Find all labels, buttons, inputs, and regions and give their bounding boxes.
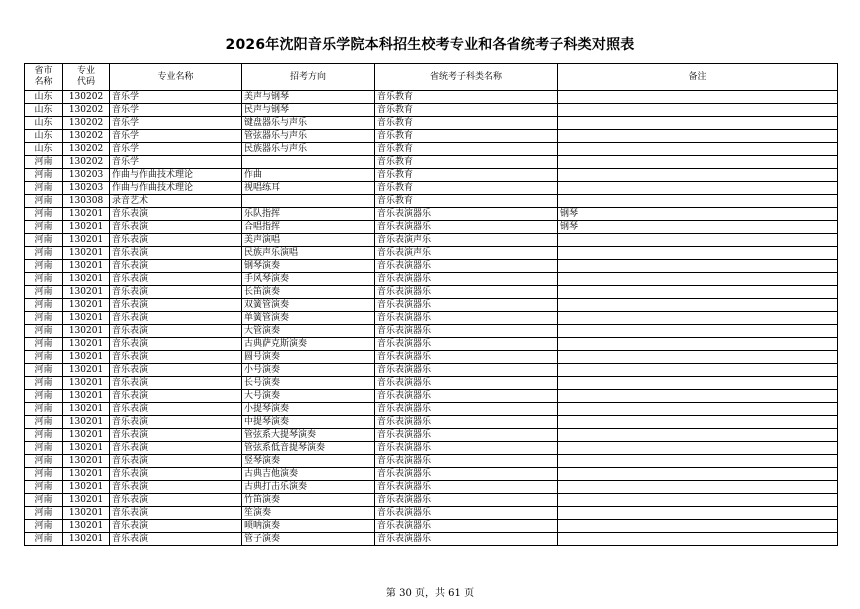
major-category-table <box>24 63 838 546</box>
category-cell: 音乐表演器乐 <box>375 325 558 338</box>
major-cell: 音乐表演 <box>110 377 242 390</box>
major-cell: 音乐学 <box>110 104 242 117</box>
direction-cell: 大号演奏 <box>242 390 375 403</box>
province-cell: 河南 <box>25 416 63 429</box>
table-row <box>25 234 838 247</box>
note-cell <box>558 143 838 156</box>
province-cell: 山东 <box>25 91 63 104</box>
province-cell: 河南 <box>25 195 63 208</box>
category-cell: 音乐表演器乐 <box>375 494 558 507</box>
table-row <box>25 130 838 143</box>
table-row <box>25 364 838 377</box>
table-row <box>25 533 838 546</box>
code-cell: 130203 <box>63 169 110 182</box>
header-major: 专业名称 <box>110 64 242 91</box>
table-body <box>25 91 838 546</box>
table-row <box>25 247 838 260</box>
table-row <box>25 182 838 195</box>
major-cell: 音乐表演 <box>110 221 242 234</box>
major-cell: 录音艺术 <box>110 195 242 208</box>
province-cell: 河南 <box>25 364 63 377</box>
note-cell <box>558 260 838 273</box>
code-cell: 130202 <box>63 143 110 156</box>
category-cell: 音乐表演器乐 <box>375 507 558 520</box>
category-cell: 音乐表演器乐 <box>375 299 558 312</box>
major-cell: 音乐表演 <box>110 273 242 286</box>
note-cell <box>558 91 838 104</box>
note-cell <box>558 286 838 299</box>
direction-cell <box>242 195 375 208</box>
major-cell: 音乐表演 <box>110 442 242 455</box>
province-cell: 山东 <box>25 143 63 156</box>
note-cell <box>558 182 838 195</box>
note-cell <box>558 247 838 260</box>
category-cell: 音乐表演器乐 <box>375 403 558 416</box>
province-cell: 河南 <box>25 442 63 455</box>
direction-cell: 视唱练耳 <box>242 182 375 195</box>
code-cell: 130201 <box>63 247 110 260</box>
table-row <box>25 299 838 312</box>
province-cell: 河南 <box>25 312 63 325</box>
direction-cell: 乐队指挥 <box>242 208 375 221</box>
direction-cell: 小号演奏 <box>242 364 375 377</box>
code-cell: 130201 <box>63 533 110 546</box>
direction-cell: 竹笛演奏 <box>242 494 375 507</box>
note-cell: 钢琴 <box>558 221 838 234</box>
note-cell <box>558 312 838 325</box>
category-cell: 音乐表演器乐 <box>375 286 558 299</box>
category-cell: 音乐表演器乐 <box>375 455 558 468</box>
table-row <box>25 117 838 130</box>
header-note: 备注 <box>558 64 838 91</box>
table-row <box>25 195 838 208</box>
code-cell: 130201 <box>63 312 110 325</box>
province-cell: 河南 <box>25 182 63 195</box>
code-cell: 130201 <box>63 208 110 221</box>
table-row <box>25 273 838 286</box>
province-cell: 河南 <box>25 273 63 286</box>
major-cell: 音乐表演 <box>110 351 242 364</box>
category-cell: 音乐教育 <box>375 195 558 208</box>
note-cell <box>558 429 838 442</box>
code-cell: 130203 <box>63 182 110 195</box>
table-row <box>25 208 838 221</box>
note-cell <box>558 377 838 390</box>
province-cell: 河南 <box>25 520 63 533</box>
code-cell: 130201 <box>63 377 110 390</box>
direction-cell: 长笛演奏 <box>242 286 375 299</box>
major-cell: 音乐表演 <box>110 533 242 546</box>
major-cell: 音乐表演 <box>110 429 242 442</box>
table-row <box>25 416 838 429</box>
note-cell <box>558 351 838 364</box>
note-cell <box>558 455 838 468</box>
direction-cell: 古典吉他演奏 <box>242 468 375 481</box>
direction-cell <box>242 156 375 169</box>
major-cell: 作曲与作曲技术理论 <box>110 169 242 182</box>
category-cell: 音乐教育 <box>375 117 558 130</box>
note-cell <box>558 442 838 455</box>
category-cell: 音乐教育 <box>375 130 558 143</box>
major-cell: 音乐学 <box>110 156 242 169</box>
code-cell: 130201 <box>63 403 110 416</box>
table-row <box>25 390 838 403</box>
major-cell: 音乐表演 <box>110 286 242 299</box>
direction-cell: 管弦系大提琴演奏 <box>242 429 375 442</box>
province-cell: 河南 <box>25 481 63 494</box>
province-cell: 河南 <box>25 221 63 234</box>
direction-cell: 大管演奏 <box>242 325 375 338</box>
direction-cell: 长号演奏 <box>242 377 375 390</box>
province-cell: 河南 <box>25 429 63 442</box>
note-cell <box>558 273 838 286</box>
category-cell: 音乐表演器乐 <box>375 377 558 390</box>
category-cell: 音乐表演器乐 <box>375 273 558 286</box>
category-cell: 音乐教育 <box>375 104 558 117</box>
direction-cell: 单簧管演奏 <box>242 312 375 325</box>
category-cell: 音乐教育 <box>375 91 558 104</box>
direction-cell: 民声与钢琴 <box>242 104 375 117</box>
note-cell <box>558 299 838 312</box>
header-province: 省市 名称 <box>25 64 63 91</box>
province-cell: 河南 <box>25 234 63 247</box>
code-cell: 130201 <box>63 286 110 299</box>
code-cell: 130201 <box>63 299 110 312</box>
direction-cell: 管弦器乐与声乐 <box>242 130 375 143</box>
province-cell: 河南 <box>25 351 63 364</box>
table-row <box>25 338 838 351</box>
note-cell <box>558 468 838 481</box>
major-cell: 音乐表演 <box>110 390 242 403</box>
direction-cell: 钢琴演奏 <box>242 260 375 273</box>
direction-cell: 美声演唱 <box>242 234 375 247</box>
note-cell <box>558 338 838 351</box>
code-cell: 130201 <box>63 234 110 247</box>
direction-cell: 键盘器乐与声乐 <box>242 117 375 130</box>
table-row <box>25 286 838 299</box>
code-cell: 130201 <box>63 351 110 364</box>
major-cell: 音乐表演 <box>110 325 242 338</box>
category-cell: 音乐表演器乐 <box>375 221 558 234</box>
note-cell <box>558 520 838 533</box>
code-cell: 130201 <box>63 390 110 403</box>
major-cell: 音乐表演 <box>110 520 242 533</box>
province-cell: 河南 <box>25 507 63 520</box>
province-cell: 河南 <box>25 247 63 260</box>
table-row <box>25 403 838 416</box>
code-cell: 130308 <box>63 195 110 208</box>
category-cell: 音乐表演声乐 <box>375 247 558 260</box>
code-cell: 130201 <box>63 325 110 338</box>
note-cell <box>558 234 838 247</box>
category-cell: 音乐表演器乐 <box>375 312 558 325</box>
note-cell <box>558 403 838 416</box>
table-row <box>25 468 838 481</box>
code-cell: 130201 <box>63 429 110 442</box>
code-cell: 130201 <box>63 364 110 377</box>
direction-cell: 圆号演奏 <box>242 351 375 364</box>
page-number: 第 30 页，共 61 页 <box>385 588 475 599</box>
major-cell: 音乐表演 <box>110 338 242 351</box>
province-cell: 山东 <box>25 117 63 130</box>
category-cell: 音乐表演器乐 <box>375 468 558 481</box>
table-row <box>25 104 838 117</box>
category-cell: 音乐表演声乐 <box>375 234 558 247</box>
table-row <box>25 481 838 494</box>
direction-cell: 手风琴演奏 <box>242 273 375 286</box>
category-cell: 音乐表演器乐 <box>375 364 558 377</box>
code-cell: 130201 <box>63 455 110 468</box>
province-cell: 河南 <box>25 286 63 299</box>
document-title: 2026年沈阳音乐学院本科招生校考专业和各省统考子科类对照表 <box>225 37 635 53</box>
category-cell: 音乐表演器乐 <box>375 208 558 221</box>
table-row <box>25 507 838 520</box>
table-row <box>25 455 838 468</box>
province-cell: 河南 <box>25 325 63 338</box>
province-cell: 河南 <box>25 169 63 182</box>
category-cell: 音乐教育 <box>375 169 558 182</box>
major-cell: 音乐表演 <box>110 260 242 273</box>
category-cell: 音乐教育 <box>375 182 558 195</box>
direction-cell: 作曲 <box>242 169 375 182</box>
table-row <box>25 325 838 338</box>
note-cell <box>558 325 838 338</box>
province-cell: 河南 <box>25 533 63 546</box>
major-cell: 音乐表演 <box>110 247 242 260</box>
category-cell: 音乐表演器乐 <box>375 260 558 273</box>
major-cell: 音乐学 <box>110 130 242 143</box>
direction-cell: 小提琴演奏 <box>242 403 375 416</box>
category-cell: 音乐教育 <box>375 156 558 169</box>
table-row <box>25 520 838 533</box>
major-cell: 音乐表演 <box>110 312 242 325</box>
major-cell: 音乐学 <box>110 91 242 104</box>
province-cell: 河南 <box>25 377 63 390</box>
note-cell <box>558 364 838 377</box>
major-cell: 音乐表演 <box>110 234 242 247</box>
note-cell <box>558 195 838 208</box>
major-cell: 音乐学 <box>110 117 242 130</box>
note-cell <box>558 481 838 494</box>
major-cell: 音乐表演 <box>110 364 242 377</box>
province-cell: 山东 <box>25 104 63 117</box>
table-row <box>25 260 838 273</box>
table-row <box>25 143 838 156</box>
direction-cell: 双簧管演奏 <box>242 299 375 312</box>
direction-cell: 古典打击乐演奏 <box>242 481 375 494</box>
code-cell: 130202 <box>63 156 110 169</box>
direction-cell: 美声与钢琴 <box>242 91 375 104</box>
table-row <box>25 429 838 442</box>
code-cell: 130201 <box>63 507 110 520</box>
province-cell: 河南 <box>25 494 63 507</box>
category-cell: 音乐表演器乐 <box>375 442 558 455</box>
province-cell: 河南 <box>25 468 63 481</box>
major-cell: 音乐表演 <box>110 481 242 494</box>
major-cell: 音乐表演 <box>110 299 242 312</box>
code-cell: 130201 <box>63 494 110 507</box>
category-cell: 音乐表演器乐 <box>375 533 558 546</box>
table-row <box>25 377 838 390</box>
note-cell <box>558 390 838 403</box>
code-cell: 130202 <box>63 130 110 143</box>
table-row <box>25 351 838 364</box>
note-cell <box>558 533 838 546</box>
code-cell: 130201 <box>63 338 110 351</box>
table-row <box>25 494 838 507</box>
direction-cell: 古典萨克斯演奏 <box>242 338 375 351</box>
table-row <box>25 156 838 169</box>
province-cell: 河南 <box>25 390 63 403</box>
code-cell: 130201 <box>63 442 110 455</box>
direction-cell: 民族声乐演唱 <box>242 247 375 260</box>
major-cell: 音乐学 <box>110 143 242 156</box>
note-cell <box>558 169 838 182</box>
province-cell: 河南 <box>25 455 63 468</box>
table-header-row <box>25 64 838 91</box>
direction-cell: 合唱指挥 <box>242 221 375 234</box>
category-cell: 音乐表演器乐 <box>375 351 558 364</box>
province-cell: 河南 <box>25 338 63 351</box>
direction-cell: 管弦系低音提琴演奏 <box>242 442 375 455</box>
province-cell: 河南 <box>25 156 63 169</box>
note-cell <box>558 104 838 117</box>
category-cell: 音乐教育 <box>375 143 558 156</box>
direction-cell: 民族器乐与声乐 <box>242 143 375 156</box>
category-cell: 音乐表演器乐 <box>375 390 558 403</box>
code-cell: 130201 <box>63 416 110 429</box>
header-direction: 招考方向 <box>242 64 375 91</box>
direction-cell: 唢呐演奏 <box>242 520 375 533</box>
code-cell: 130202 <box>63 104 110 117</box>
direction-cell: 管子演奏 <box>242 533 375 546</box>
major-cell: 音乐表演 <box>110 208 242 221</box>
note-cell <box>558 117 838 130</box>
note-cell: 钢琴 <box>558 208 838 221</box>
header-code: 专业 代码 <box>63 64 110 91</box>
major-cell: 音乐表演 <box>110 468 242 481</box>
code-cell: 130201 <box>63 260 110 273</box>
table-row <box>25 91 838 104</box>
note-cell <box>558 507 838 520</box>
category-cell: 音乐表演器乐 <box>375 416 558 429</box>
table-row <box>25 221 838 234</box>
major-cell: 音乐表演 <box>110 416 242 429</box>
major-cell: 音乐表演 <box>110 494 242 507</box>
category-cell: 音乐表演器乐 <box>375 338 558 351</box>
category-cell: 音乐表演器乐 <box>375 481 558 494</box>
code-cell: 130202 <box>63 117 110 130</box>
note-cell <box>558 494 838 507</box>
province-cell: 山东 <box>25 130 63 143</box>
province-cell: 河南 <box>25 260 63 273</box>
table-row <box>25 312 838 325</box>
province-cell: 河南 <box>25 299 63 312</box>
province-cell: 河南 <box>25 208 63 221</box>
header-category: 省统考子科类名称 <box>375 64 558 91</box>
major-cell: 音乐表演 <box>110 507 242 520</box>
note-cell <box>558 156 838 169</box>
table-row <box>25 169 838 182</box>
category-cell: 音乐表演器乐 <box>375 520 558 533</box>
note-cell <box>558 416 838 429</box>
code-cell: 130201 <box>63 520 110 533</box>
major-cell: 音乐表演 <box>110 403 242 416</box>
code-cell: 130201 <box>63 273 110 286</box>
note-cell <box>558 130 838 143</box>
category-cell: 音乐表演器乐 <box>375 429 558 442</box>
code-cell: 130201 <box>63 221 110 234</box>
province-cell: 河南 <box>25 403 63 416</box>
direction-cell: 笙演奏 <box>242 507 375 520</box>
direction-cell: 竖琴演奏 <box>242 455 375 468</box>
direction-cell: 中提琴演奏 <box>242 416 375 429</box>
table-row <box>25 442 838 455</box>
major-cell: 音乐表演 <box>110 455 242 468</box>
code-cell: 130201 <box>63 481 110 494</box>
major-cell: 作曲与作曲技术理论 <box>110 182 242 195</box>
code-cell: 130202 <box>63 91 110 104</box>
code-cell: 130201 <box>63 468 110 481</box>
